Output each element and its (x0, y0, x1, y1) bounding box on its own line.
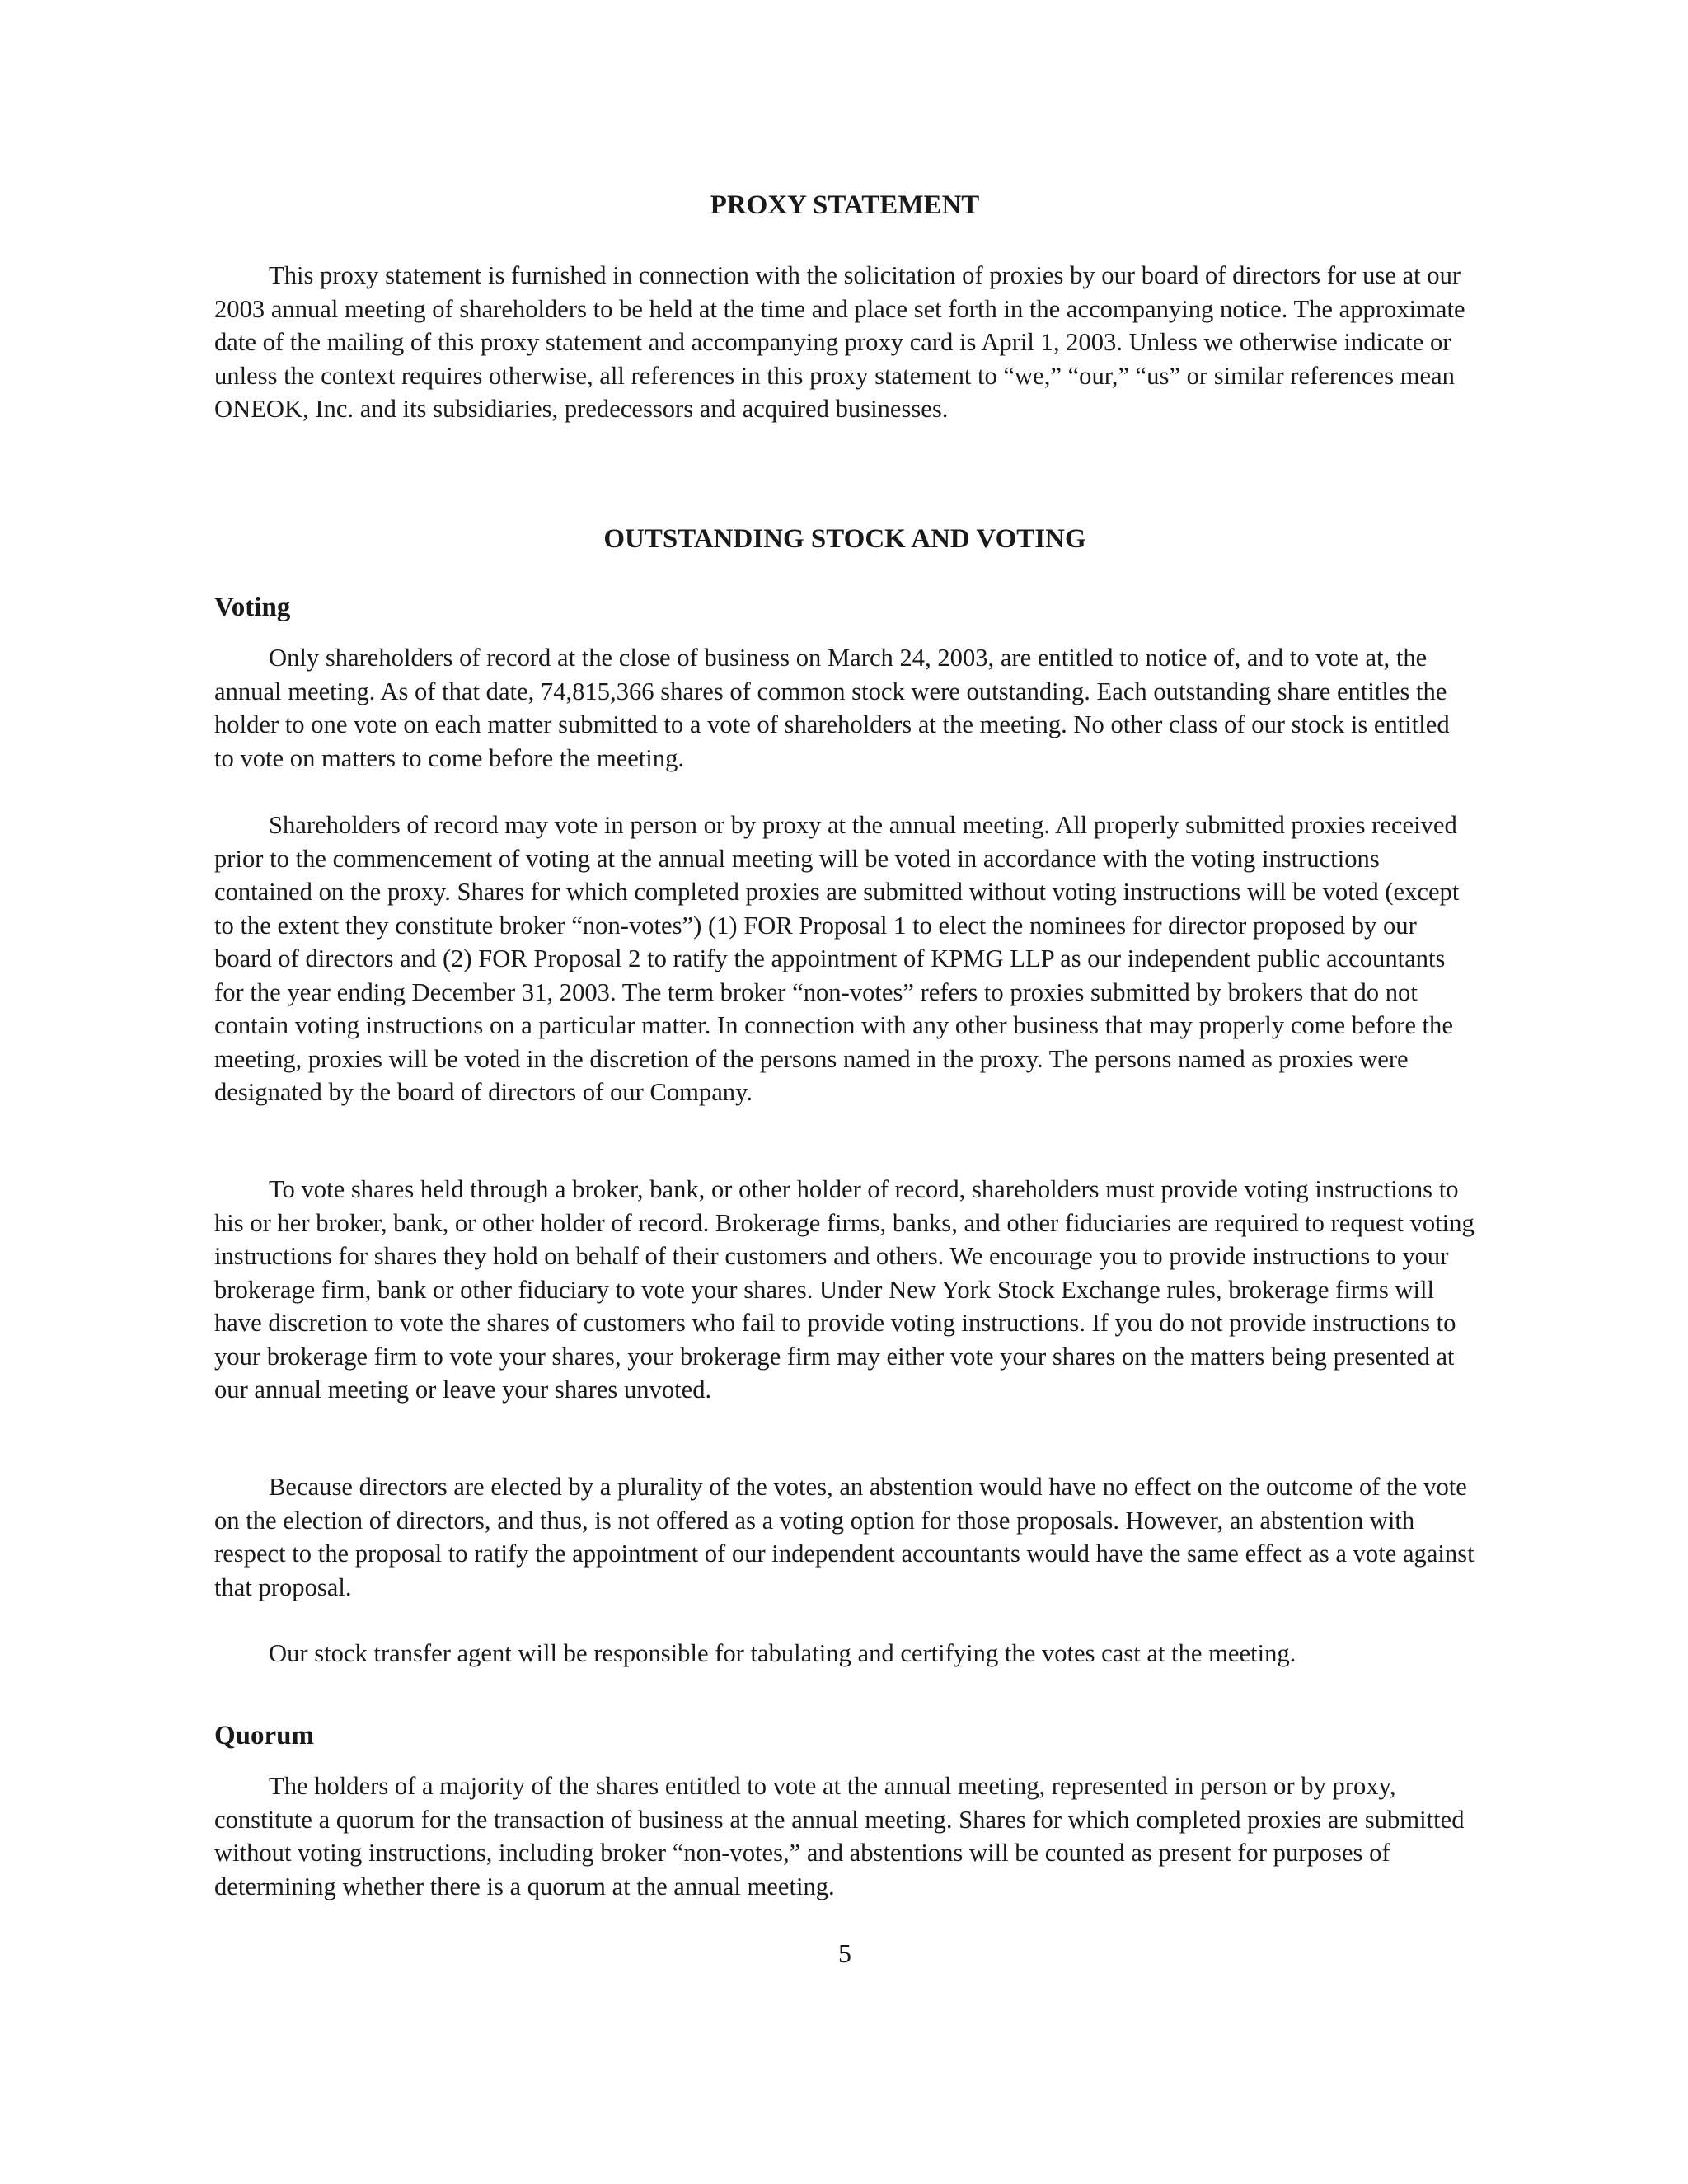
outstanding-stock-heading: OUTSTANDING STOCK AND VOTING (603, 524, 1086, 554)
intro-paragraph: This proxy statement is furnished in connection with the solicitation of proxies by our board of directors for use at our 2003 annual meeting of shareholders to be held at the time and place set forth in the accompanying notice. The approximate date of the mailing of this proxy statement and accompanying proxy card is April 1, 2003. Unless we otherwise indicate or unless the context requires otherwise, all references in this proxy statement to “we,” “our,” “us” or similar references mean ONEOK, Inc. and its subsidiaries, predecessors and acquired businesses. (214, 261, 1465, 423)
quorum-subheading: Quorum (214, 1721, 315, 1750)
voting-subheading: Voting (214, 593, 291, 622)
voting-paragraph-3: To vote shares held through a broker, bank, or other holder of record, shareholders must provide voting instructions to his or her broker, bank, or other holder of record. Brokerage firms, banks, and other fiduciaries are required to request voting instructions for shares they hold on behalf of their customers and others. We encourage you to provide instructions to your brokerage firm, bank or other fiduciary to vote your shares. Under New York Stock Exchange rules, brokerage firms will have discretion to vote the shares of customers who fail to provide voting instructions. If you do not provide instructions to your brokerage firm to vote your shares, your brokerage firm may either vote your shares on the matters being presented at our annual meeting or leave your shares unvoted. (214, 1175, 1475, 1404)
quorum-paragraph: The holders of a majority of the shares entitled to vote at the annual meeting, represented in person or by proxy, constitute a quorum for the transaction of business at the annual meeting. Shares for which completed proxies are submitted without voting instructions, including broker “non-votes,” and abstentions will be counted as present for purposes of determining whether there is a quorum at the annual meeting. (214, 1772, 1465, 1900)
document-page (214, 0, 1475, 2184)
page-number: 5 (838, 1938, 851, 1968)
proxy-statement-heading: PROXY STATEMENT (710, 190, 980, 220)
voting-paragraph-4: Because directors are elected by a plurality of the votes, an abstention would have no effect on the outcome of the vote on the election of directors, and thus, is not offered as a voting option for those proposals. However, an abstention with respect to the proposal to ratify the appointment of our independent accountants would have the same effect as a vote against that proposal. (214, 1473, 1475, 1601)
voting-paragraph-2: Shareholders of record may vote in person or by proxy at the annual meeting. All properly submitted proxies received prior to the commencement of voting at the annual meeting will be voted in accordance with the voting instructions contained on the proxy. Shares for which completed proxies are submitted without voting instructions will be voted (except to the extent they constitute broker “non-votes”) (1) FOR Proposal 1 to elect the nominees for director proposed by our board of directors and (2) FOR Proposal 2 to ratify the appointment of KPMG LLP as our independent public accountants for the year ending December 31, 2003. The term broker “non-votes” refers to proxies submitted by brokers that do not contain voting instructions on a particular matter. In connection with any other business that may properly come before the meeting, proxies will be voted in the discretion of the persons named in the proxy. The persons named as proxies were designated by the board of directors of our Company. (214, 811, 1460, 1106)
voting-paragraph-5: Our stock transfer agent will be responsible for tabulating and certifying the votes cast at the meeting. (269, 1639, 1296, 1667)
voting-paragraph-1: Only shareholders of record at the close of business on March 24, 2003, are entitled to notice of, and to vote at, the annual meeting. As of that date, 74,815,366 shares of common stock were outstanding. Each outstanding share entitles the holder to one vote on each matter submitted to a vote of shareholders at the meeting. No other class of our stock is entitled to vote on matters to come before the meeting. (214, 644, 1450, 772)
